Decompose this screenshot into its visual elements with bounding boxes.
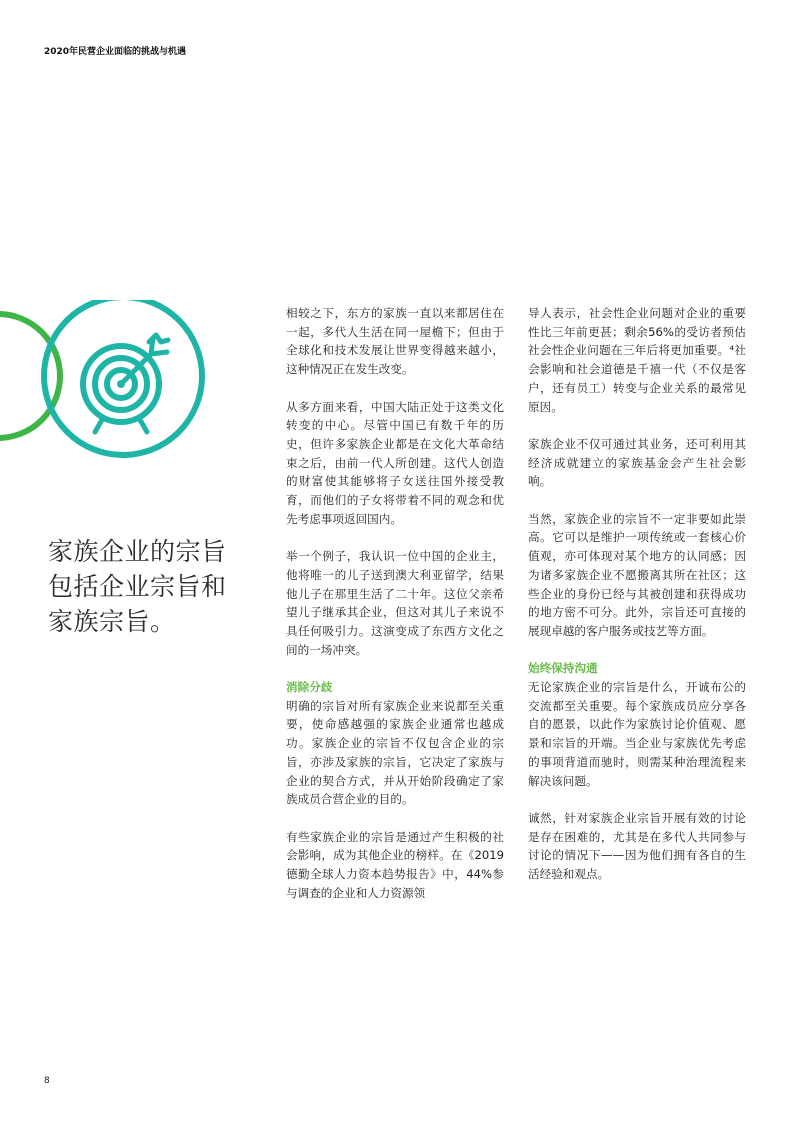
paragraph: 从多方面来看，中国大陆正处于这类文化转变的中心。尽管中国已有数千年的历史，但许多家族企业都是在文化大革命结束之后，由前一代人所创建。这代人创造的财富使其能够将子女送往国外接受教育，而他们的子女将带着不同的观念和优先考虑事项返回国内。 [286,399,504,526]
paragraph: 有些家族企业的宗旨是通过产生积极的社会影响，成为其他企业的榜样。在《2019德勤全球人力资本趋势报告》中，44%参与调查的企业和人力资源领 [286,829,504,900]
text-column-right [528,304,746,902]
section-heading: 始终保持沟通 [528,661,598,676]
paragraph: 举一个例子，我认识一位中国的企业主，他将唯一的儿子送到澳大利亚留学，结果他儿子在那里生活了二十年。这位父亲希望儿子继承其企业，但这对其儿子来说不具任何吸引力。这演变成了东西方文化之间的一场冲突。 [286,549,504,657]
paragraph: 无论家族企业的宗旨是什么，开诚布公的交流都至关重要。每个家族成员应分享各自的愿景，以此作为家族讨论价值观、愿景和宗旨的开端。当企业与家族优先考虑的事项背道而驰时，则需某种治理流程来解决该问题。 [528,680,746,788]
target-icon [83,335,168,432]
text-column-left [286,304,504,921]
section-heading: 消除分歧 [286,680,333,695]
paragraph: 导人表示，社会性企业问题对企业的重要性比三年前更甚；剩余56%的受访者预估社会性企业问题在三年后将更加重要。⁴社会影响和社会道德是千禧一代（不仅是客户，还有员工）转变与企业关系的最常见原因。 [528,306,746,414]
teal-ring [44,300,202,455]
paragraph: 家族企业不仅可通过其业务，还可利用其经济成就建立的家族基金会产生社会影响。 [528,436,746,489]
page-number: 8 [44,1076,50,1086]
pull-quote: 家族企业的宗旨包括企业宗旨和家族宗旨。 [48,537,227,636]
paragraph: 明确的宗旨对所有家族企业来说都至关重要，使命感越强的家族企业通常也越成功。家族企业的宗旨不仅包含企业的宗旨，亦涉及家族的宗旨，它决定了家族与企业的契合方式，并从开始阶段确定了家族成员合营企业的目的。 [286,698,504,807]
paragraph: 当然，家族企业的宗旨不一定非要如此崇高。它可以是维护一项传统或一套核心价值观，亦可体现对某个地方的认同感；因为诸多家族企业不愿搬离其所在社区；这些企业的身份已经与其被创建和获得成功的地方密不可分。此外，宗旨还可直接的展现卓越的客户服务或技艺等方面。 [528,511,746,638]
paragraph: 相较之下，东方的家族一直以来都居住在一起，多代人生活在同一屋檐下；但由于全球化和技术发展让世界变得越来越小，这种情况正在发生改变。 [286,306,504,377]
paragraph: 诚然，针对家族企业宗旨开展有效的讨论是存在困难的，尤其是在多代人共同参与讨论的情况下——因为他们拥有各自的生活经验和观点。 [528,810,746,882]
decorative-circles [0,300,240,480]
running-header: 2020年民营企业面临的挑战与机遇 [44,47,187,57]
green-ring [0,314,60,438]
